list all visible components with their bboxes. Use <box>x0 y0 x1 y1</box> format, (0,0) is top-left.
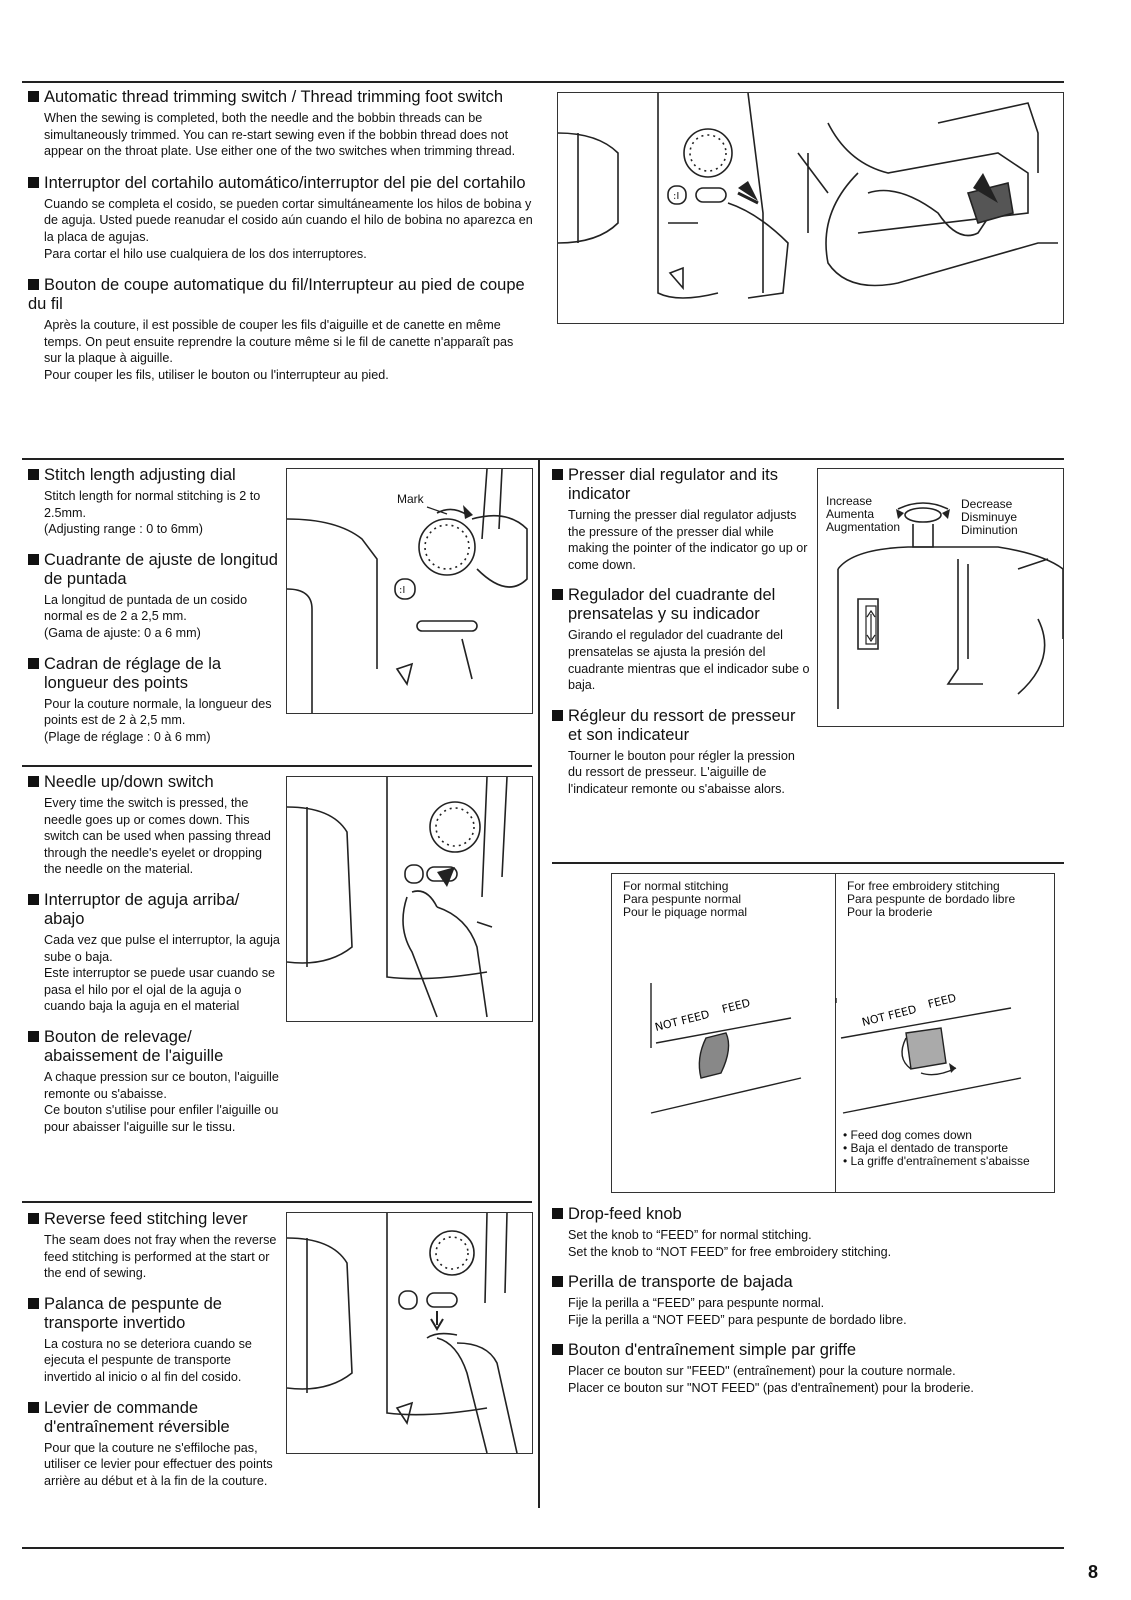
section-stitch-length-fr <box>28 655 280 746</box>
heading: Bouton d'entraînement simple par griffe <box>568 1341 857 1360</box>
drop-feed-illustration <box>611 873 1055 1193</box>
embroidery-caption: For free embroidery stitching Para pespunte de bordado libre Pour la broderie <box>847 879 1016 919</box>
column-divider <box>538 458 540 1508</box>
body: Stitch length for normal stitching is 2 to 2.5mm. (Adjusting range : 0 to 6mm) <box>44 489 261 537</box>
body: Pour la couture normale, la longueur des points est de 2 à 2,5 mm. (Plage de réglage : 0 à 6 mm) <box>44 696 272 744</box>
section-stitch-length-en <box>28 466 280 538</box>
bullet-square <box>552 1208 563 1219</box>
section-presser-fr <box>552 707 810 798</box>
bullet-square <box>552 469 563 480</box>
presser-text <box>552 466 810 798</box>
mark-label: Mark <box>397 492 424 506</box>
section-presser-en <box>552 466 810 573</box>
heading: Needle up/down switch <box>44 773 214 791</box>
feed-text-right: FEED <box>926 991 958 1011</box>
upper-section-rule <box>22 458 1064 460</box>
heading: Interruptor de aguja arriba/ abajo <box>44 890 240 928</box>
heading: Interruptor del cortahilo automático/interruptor del pie del cortahilo <box>44 173 526 192</box>
body: Pour que la couture ne s'effiloche pas, utiliser ce levier pour effectuer des points arrière au début et à la fin de la couture. <box>44 1440 273 1488</box>
body: La longitud de puntada de un cosido normal es de 2 a 2,5 mm. (Gama de ajuste: 0 a 6 mm) <box>44 592 248 640</box>
needle-switch-drawing <box>287 777 532 1021</box>
not-feed-text-right: NOT FEED <box>860 1002 918 1029</box>
left-rule-2 <box>22 1201 532 1203</box>
note: Baja el dentado de transporte <box>850 1141 1008 1155</box>
bullet-square <box>28 1402 39 1413</box>
body: Tourner le bouton pour régler la pression du ressort de presseur. L'aiguille de l'indicateur remonte ou s'abaisse alors. <box>568 748 795 796</box>
heading: Levier de commande d'entraînement réversible <box>44 1398 230 1436</box>
heading: Automatic thread trimming switch / Thread trimming foot switch <box>44 88 504 106</box>
bullet-square <box>552 1276 563 1287</box>
section-presser-es <box>552 586 810 693</box>
heading: Reverse feed stitching lever <box>44 1210 248 1228</box>
reverse-text <box>28 1210 280 1489</box>
body: Set the knob to “FEED” for normal stitching. Set the knob to “NOT FEED” for free embroidery stitching. <box>568 1228 892 1259</box>
bullet-square <box>28 554 39 565</box>
svg-text::I: :I <box>673 191 680 202</box>
bottom-rule <box>22 1547 1064 1549</box>
body: Cuando se completa el cosido, se pueden cortar simultáneamente los hilos de bobina y de aguja. Usted puede reanudar el cosido aún cuando el hilo de bobina no aparezca en la placa de agujas. Para cortar el hilo use cualquiera de los dos interruptores. <box>44 196 533 261</box>
section-dropfeed-es <box>552 1273 1057 1328</box>
decrease-label: Decrease Disminuye Diminution <box>961 497 1018 537</box>
body: La costura no se deteriora cuando se ejecuta el pespunte de transporte invertido al inicio o al fin del cosido. <box>44 1336 252 1384</box>
bullet-square <box>28 776 39 787</box>
bullet-square <box>28 1031 39 1042</box>
top-rule <box>22 81 1064 83</box>
body: Every time the switch is pressed, the needle goes up or comes down. This switch can be used when passing thread through the needle's eyelet or dropping the needle on the material. <box>44 796 271 877</box>
stitch-length-text <box>28 466 280 745</box>
section-reverse-es <box>28 1295 280 1386</box>
heading: Perilla de transporte de bajada <box>568 1273 793 1292</box>
section-stitch-length-es <box>28 551 280 642</box>
section-thread-trim-en <box>28 88 533 160</box>
body: Après la couture, il est possible de couper les fils d'aiguille et de canette en même temps. On peut ensuite reprendre la couture même si le fil de canette n'apparaît pas sur la plaque à aiguille. Pour couper les fils, utiliser le bouton ou l'interrupteur au pied. <box>44 318 514 382</box>
section-reverse-fr <box>28 1399 280 1490</box>
stitch-length-illustration <box>286 468 533 714</box>
needle-switch-illustration <box>286 776 533 1022</box>
section-thread-trim-fr <box>28 276 533 383</box>
thread-trim-drawing <box>558 93 1063 323</box>
body: Fije la perilla a “FEED” para pespunte normal. Fije la perilla a “NOT FEED” para pespunte de bordado libre. <box>568 1296 907 1327</box>
drop-feed-text <box>552 1205 1057 1397</box>
bullet-square <box>28 279 39 290</box>
reverse-lever-drawing <box>287 1213 532 1453</box>
bullet-square <box>552 1344 563 1355</box>
presser-dial-illustration <box>817 468 1064 727</box>
heading: Drop-feed knob <box>568 1205 682 1223</box>
body: Cada vez que pulse el interruptor, la aguja sube o baja. Este interruptor se puede usar cuando se pasa el hilo por el ojal de la aguja o cuando baja la aguja en el material <box>44 932 280 1014</box>
section-needle-es <box>28 891 280 1015</box>
body: Girando el regulador del cuadrante del prensatelas se ajusta la presión del cuadrante mientras que el indicador sube o baja. <box>568 628 810 693</box>
heading: Cuadrante de ajuste de longitud de puntada <box>44 550 278 588</box>
bullet-square <box>28 894 39 905</box>
body: When the sewing is completed, both the needle and the bobbin threads can be simultaneously trimmed. You can re-start sewing even if the bobbin thread does not appear on the throat plate. Use either one of the two switches when trimming thread. <box>44 111 516 159</box>
feed-text-left: FEED <box>720 996 752 1016</box>
top-text <box>28 88 533 384</box>
body: A chaque pression sur ce bouton, l'aiguille remonte ou s'abaisse. Ce bouton s'utilise pour enfiler l'aiguille ou pour abaisser l'aiguille sur le tissu. <box>44 1069 279 1134</box>
needle-text <box>28 773 280 1135</box>
heading: Presser dial regulator and its indicator <box>568 466 779 503</box>
bullet-square <box>28 1213 39 1224</box>
heading: Stitch length adjusting dial <box>44 466 236 484</box>
heading: Bouton de coupe automatique du fil/Interrupteur au pied de coupe du fil <box>28 276 525 314</box>
left-rule-1 <box>22 765 532 767</box>
normal-stitch-caption: For normal stitching Para pespunte normal Pour le piquage normal <box>623 879 748 919</box>
page-number: 8 <box>1087 1562 1098 1582</box>
not-feed-text-left: NOT FEED <box>653 1007 711 1034</box>
right-rule-1 <box>552 862 1064 864</box>
section-needle-en <box>28 773 280 878</box>
bullet-square <box>28 91 39 102</box>
body: Turning the presser dial regulator adjusts the pressure of the presser dial while making the pointer of the indicator go up or come down. <box>568 508 808 572</box>
heading: Régleur du ressort de presseur et son indicateur <box>568 706 796 744</box>
bullet-square <box>28 177 39 188</box>
bullet-square <box>552 710 563 721</box>
heading: Regulador del cuadrante del prensatelas y su indicador <box>568 586 776 624</box>
section-reverse-en <box>28 1210 280 1282</box>
feed-dog-notes: • Feed dog comes down • Baja el dentado de transporte • La griffe d'entraînement s'abaisse <box>843 1128 1030 1168</box>
section-needle-fr <box>28 1028 280 1135</box>
increase-label: Increase Aumenta Augmentation <box>826 494 901 534</box>
bullet-square <box>28 658 39 669</box>
section-dropfeed-en <box>552 1205 1057 1260</box>
bullet-square <box>28 1298 39 1309</box>
body: The seam does not fray when the reverse feed stitching is performed at the start or the end of sewing. <box>44 1233 277 1281</box>
heading: Palanca de pespunte de transporte invertido <box>44 1294 222 1332</box>
section-dropfeed-fr <box>552 1341 1057 1396</box>
bullet-square <box>552 589 563 600</box>
thread-trim-illustration <box>557 92 1064 324</box>
heading: Cadran de réglage de la longueur des points <box>44 654 222 692</box>
body: Placer ce bouton sur "FEED" (entraînement) pour la couture normale. Placer ce bouton sur "NOT FEED" (pas d'entraînement) pour la broderie. <box>568 1364 974 1395</box>
svg-text::I: :I <box>399 585 406 596</box>
reverse-lever-illustration <box>286 1212 533 1454</box>
heading: Bouton de relevage/ abaissement de l'aiguille <box>44 1027 224 1065</box>
note: La griffe d'entraînement s'abaisse <box>850 1154 1030 1168</box>
note: Feed dog comes down <box>850 1128 972 1142</box>
bullet-square <box>28 469 39 480</box>
section-thread-trim-es <box>28 174 533 262</box>
